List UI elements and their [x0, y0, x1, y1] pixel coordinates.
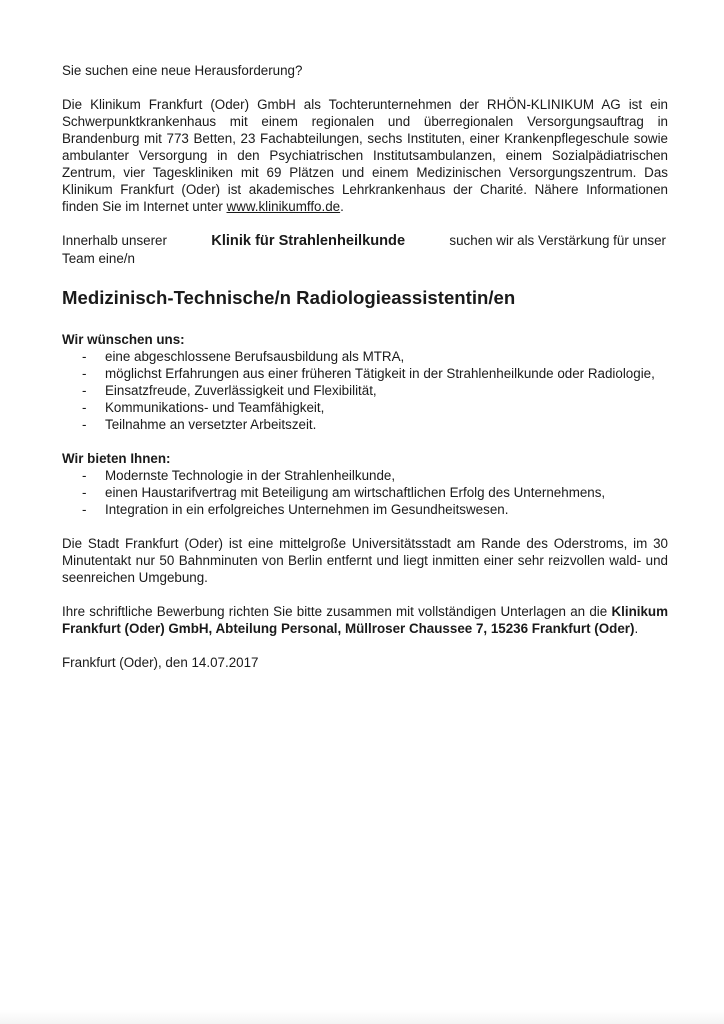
dash-bullet: -	[82, 502, 87, 517]
clinic-name: Klinik für Strahlenheilkunde	[211, 233, 406, 249]
scan-edge	[0, 1010, 724, 1024]
list-item	[62, 484, 668, 501]
list-item	[62, 399, 668, 416]
place-date: Frankfurt (Oder), den 14.07.2017	[62, 655, 259, 670]
clinic-prefix: Innerhalb unserer	[62, 233, 167, 248]
list-item-text: Einsatzfreude, Zuverlässigkeit und Flexibilität,	[105, 383, 377, 398]
intro-question: Sie suchen eine neue Herausforderung?	[62, 63, 303, 78]
dash-bullet: -	[82, 417, 87, 432]
clinic-suffix: suchen wir als Verstärkung für unser	[449, 233, 666, 248]
application-address: Klinikum Frankfurt (Oder) GmbH, Abteilung Personal, Müllroser Chaussee 7, 15236 Frankfurt (Oder)	[62, 604, 668, 636]
list-item	[62, 382, 668, 399]
list-item-text: möglichst Erfahrungen aus einer früheren Tätigkeit in der Strahlenheilkunde oder Radiologie,	[105, 366, 655, 381]
about-text: Die Klinikum Frankfurt (Oder) GmbH als Tochterunternehmen der RHÖN-KLINIKUM AG ist ein Schwerpunktkrankenhaus mit einem regionalen und überregionalen Versorgungsauftrag in Brandenburg mit 773 Betten, 23 Fachabteilungen, sechs Instituten, einer Krankenpflegeschule sowie ambulanter Versorgung in den Psychiatrischen Institutsambulanzen, einem Sozialpädiatrischen Zentrum, vier Tageskliniken mit 69 Plätzen und einem Medizinischen Versorgungszentrum. Das Klinikum Frankfurt (Oder) ist akademisches Lehrkrankenhaus der Charité. Nähere Informationen finden Sie im Internet unter	[62, 97, 668, 214]
dash-bullet: -	[82, 383, 87, 398]
application-paragraph	[62, 603, 668, 637]
dash-bullet: -	[82, 366, 87, 381]
requirements-heading: Wir wünschen uns:	[62, 332, 185, 347]
city-paragraph: Die Stadt Frankfurt (Oder) ist eine mittelgroße Universitätsstadt am Rande des Oderstroms, im 30 Minutentakt nur 50 Bahnminuten von Berlin entfernt und liegt inmitten einer sehr reizvollen wald- und seenreichen Umgebung.	[62, 536, 668, 585]
offers-heading: Wir bieten Ihnen:	[62, 451, 171, 466]
list-item	[62, 501, 668, 518]
list-item	[62, 365, 668, 382]
list-item-text: Kommunikations- und Teamfähigkeit,	[105, 400, 325, 415]
clinic-line	[62, 232, 666, 250]
document-page	[62, 62, 668, 688]
dash-bullet: -	[82, 485, 87, 500]
list-item-text: Teilnahme an versetzter Arbeitszeit.	[105, 417, 317, 432]
application-text: Ihre schriftliche Bewerbung richten Sie bitte zusammen mit vollständigen Unterlagen an die	[62, 604, 612, 619]
about-suffix: .	[340, 199, 344, 214]
job-title: Medizinisch-Technische/n Radiologieassistentin/en	[62, 287, 516, 308]
website-link[interactable]: www.klinikumffo.de	[226, 199, 341, 214]
application-suffix: .	[634, 621, 639, 636]
about-paragraph	[62, 96, 668, 215]
requirements-list	[62, 348, 668, 433]
offers-list	[62, 467, 668, 518]
list-item-text: einen Haustarifvertrag mit Beteiligung am wirtschaftlichen Erfolg des Unternehmens,	[105, 485, 606, 500]
dash-bullet: -	[82, 468, 87, 483]
list-item-text: eine abgeschlossene Berufsausbildung als MTRA,	[105, 349, 405, 364]
dash-bullet: -	[82, 349, 87, 364]
dash-bullet: -	[82, 400, 87, 415]
list-item	[62, 416, 668, 433]
list-item	[62, 348, 668, 365]
list-item-text: Modernste Technologie in der Strahlenheilkunde,	[105, 468, 396, 483]
list-item-text: Integration in ein erfolgreiches Unternehmen im Gesundheitswesen.	[105, 502, 509, 517]
clinic-line-2: Team eine/n	[62, 251, 135, 266]
list-item	[62, 467, 668, 484]
